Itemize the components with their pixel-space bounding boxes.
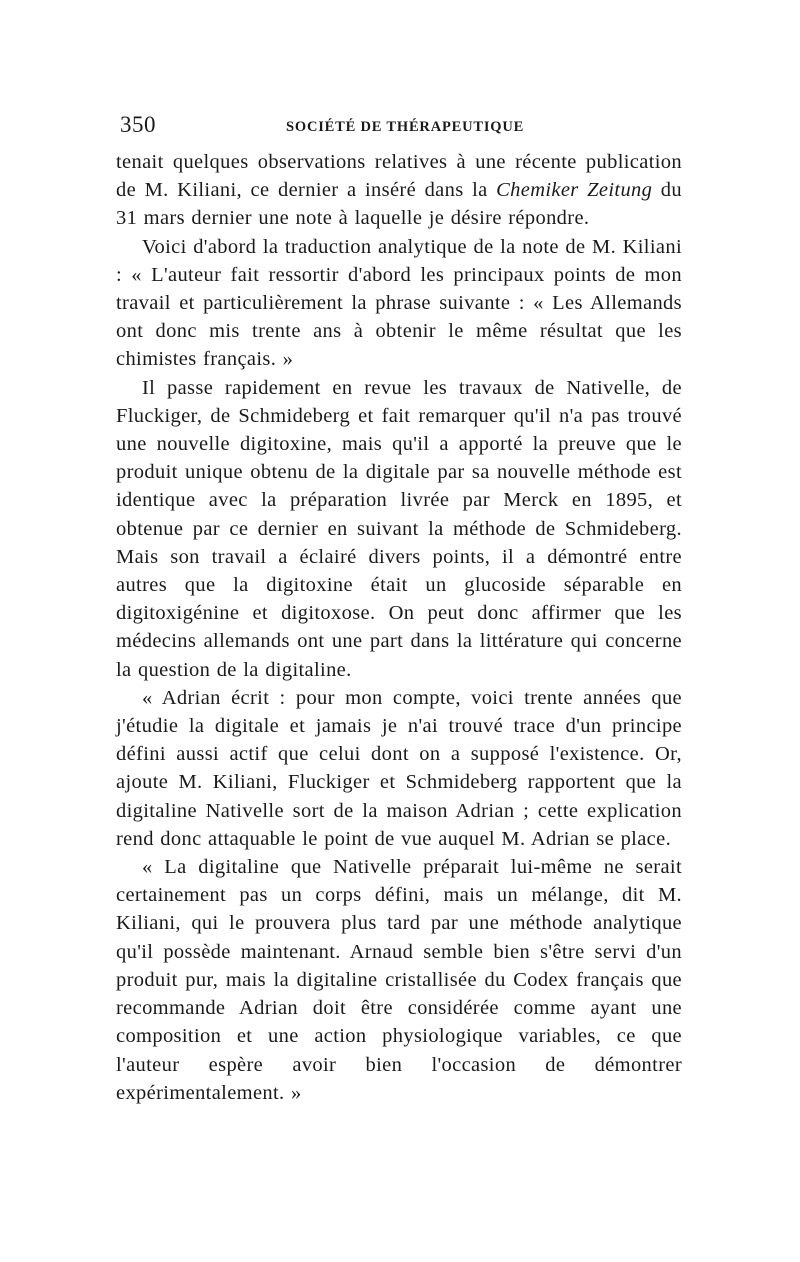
running-title: SOCIÉTÉ DE THÉRAPEUTIQUE [286, 119, 525, 135]
paragraph-1-start: tenait quelques observations relatives à une récente publication de M. Kiliani, ce dernier a inséré dans la [116, 151, 682, 202]
body-text [116, 148, 682, 1107]
paragraph-3: Il passe rapidement en revue les travaux de Nativelle, de Fluckiger, de Schmideberg et fait remarquer qu'il n'a pas trouvé une nouvelle digitoxine, mais qu'il a apporté la preuve que le produit unique obtenu de la digitale par sa nouvelle méthode est identique avec la préparation livrée par Merck en 1895, et obtenue par ce dernier en suivant la méthode de Schmideberg. Mais son travail a éclairé divers points, il a démontré entre autres que la digitoxine était un glucoside séparable en digitoxigénine et digitoxose. On peut donc affirmer que les médecins allemands ont une part dans la littérature qui concerne la question de la digitaline. [116, 376, 682, 681]
paragraph-2: Voici d'abord la traduction analytique de la note de M. Kiliani : « L'auteur fait ressortir d'abord les principaux points de mon travail et particulièrement la phrase suivante : « Les Allemands ont donc mis trente ans à obtenir le même résultat que les chimistes français. » [116, 235, 682, 371]
paragraph-1-end: du 31 mars dernier une note à laquelle je désire répondre. [116, 179, 682, 230]
paragraph-5: « La digitaline que Nativelle préparait lui-même ne serait certainement pas un corps défini, mais un mélange, dit M. Kiliani, qui le prouvera plus tard par une méthode analytique qu'il possède maintenant. Arnaud semble bien s'être servi d'un produit pur, mais la digitaline cristallisée du Codex français que recommande Adrian doit être considérée comme ayant une composition et une action physiologique variables, ce que l'auteur espère avoir bien l'occasion de démontrer expérimentalement. » [116, 856, 682, 1104]
page-number: 350 [120, 112, 156, 137]
journal-title: Chemiker Zeitung [496, 179, 653, 202]
page-header [116, 112, 682, 146]
book-page [116, 112, 682, 1107]
paragraph-4: « Adrian écrit : pour mon compte, voici trente années que j'étudie la digitale et jamais je n'ai trouvé trace d'un principe défini aussi actif que celui dont on a supposé l'existence. Or, ajoute M. Kiliani, Fluckiger et Schmideberg rapportent que la digitaline Nativelle sort de la maison Adrian ; cette explication rend donc attaquable le point de vue auquel M. Adrian se place. [116, 686, 682, 850]
paragraph-1 [116, 148, 682, 233]
